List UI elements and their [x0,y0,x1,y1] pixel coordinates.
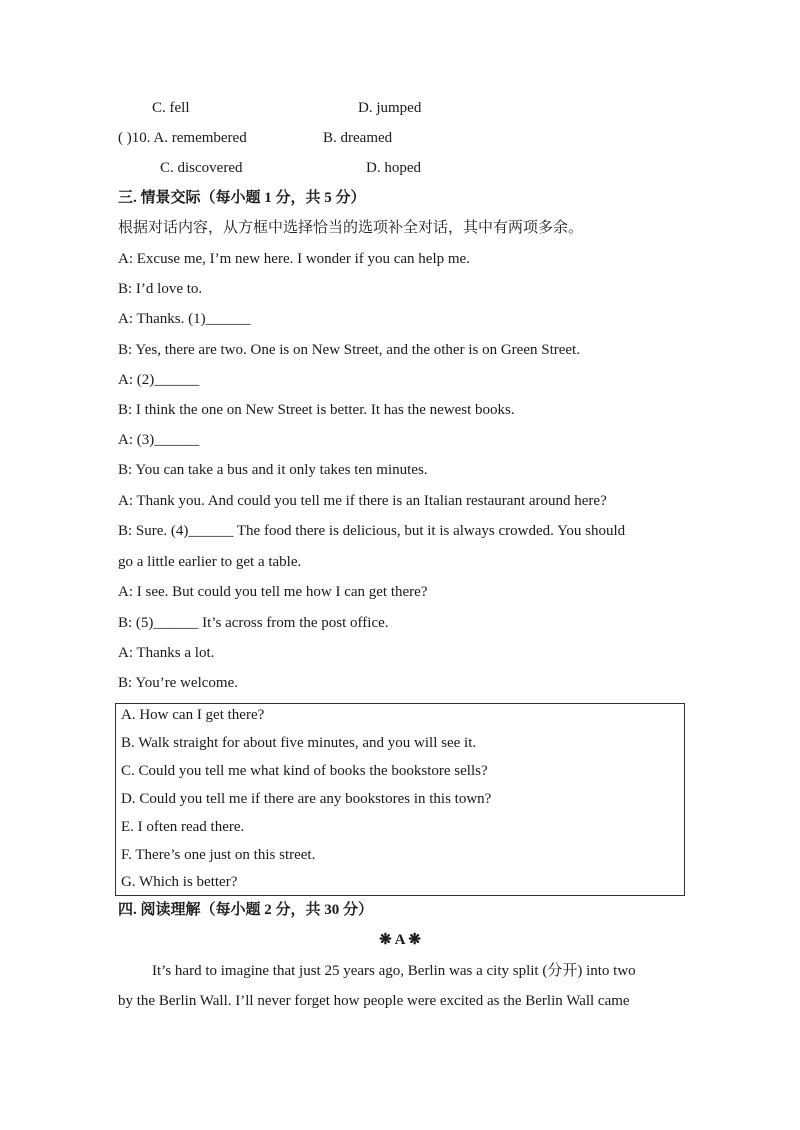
passage-line: by the Berlin Wall. I’ll never forget how people were excited as the Berlin Wall came [118,993,630,1009]
passage-label: ❋ A ❋ [379,932,421,948]
passage-line: It’s hard to imagine that just 25 years ago, Berlin was a city split (分开) into two [152,963,636,979]
choice-10d: D. hoped [366,160,421,176]
option-item: D. Could you tell me if there are any bookstores in this town? [121,791,492,807]
option-item: F. There’s one just on this street. [121,847,316,863]
section4-heading: 四. 阅读理解（每小题 2 分，共 30 分） [118,902,374,918]
dialogue-line: A: I see. But could you tell me how I can get there? [118,584,428,600]
option-item: G. Which is better? [121,874,238,890]
dialogue-line: B: I think the one on New Street is better. It has the newest books. [118,402,515,418]
section3-heading: 三. 情景交际（每小题 1 分，共 5 分） [118,190,366,206]
dialogue-line: A: (2)______ [118,372,200,388]
dialogue-line: B: You can take a bus and it only takes ten minutes. [118,462,428,478]
section3-instruction: 根据对话内容，从方框中选择恰当的选项补全对话，其中有两项多余。 [118,220,584,236]
option-item: B. Walk straight for about five minutes, and you will see it. [121,735,477,751]
dialogue-line: B: Sure. (4)______ The food there is delicious, but it is always crowded. You should [118,523,626,539]
choice-10b: B. dreamed [323,130,393,146]
question-10-choice-a: ( )10. A. remembered [118,130,247,146]
dialogue-line: A: Thank you. And could you tell me if there is an Italian restaurant around here? [118,493,607,509]
dialogue-line: A: Thanks. (1)______ [118,311,251,327]
dialogue-line: go a little earlier to get a table. [118,554,302,570]
choice-9d: D. jumped [358,100,422,116]
dialogue-line: B: Yes, there are two. One is on New Street, and the other is on Green Street. [118,342,580,358]
options-box [115,703,685,896]
option-item: A. How can I get there? [121,707,265,723]
option-item: E. I often read there. [121,819,245,835]
dialogue-line: A: Thanks a lot. [118,645,215,661]
dialogue-line: A: Excuse me, I’m new here. I wonder if you can help me. [118,251,470,267]
dialogue-line: B: You’re welcome. [118,675,238,691]
choice-9c: C. fell [152,100,190,116]
choice-10c: C. discovered [160,160,243,176]
dialogue-line: A: (3)______ [118,432,200,448]
dialogue-line: B: I’d love to. [118,281,203,297]
dialogue-line: B: (5)______ It’s across from the post office. [118,615,389,631]
option-item: C. Could you tell me what kind of books the bookstore sells? [121,763,488,779]
